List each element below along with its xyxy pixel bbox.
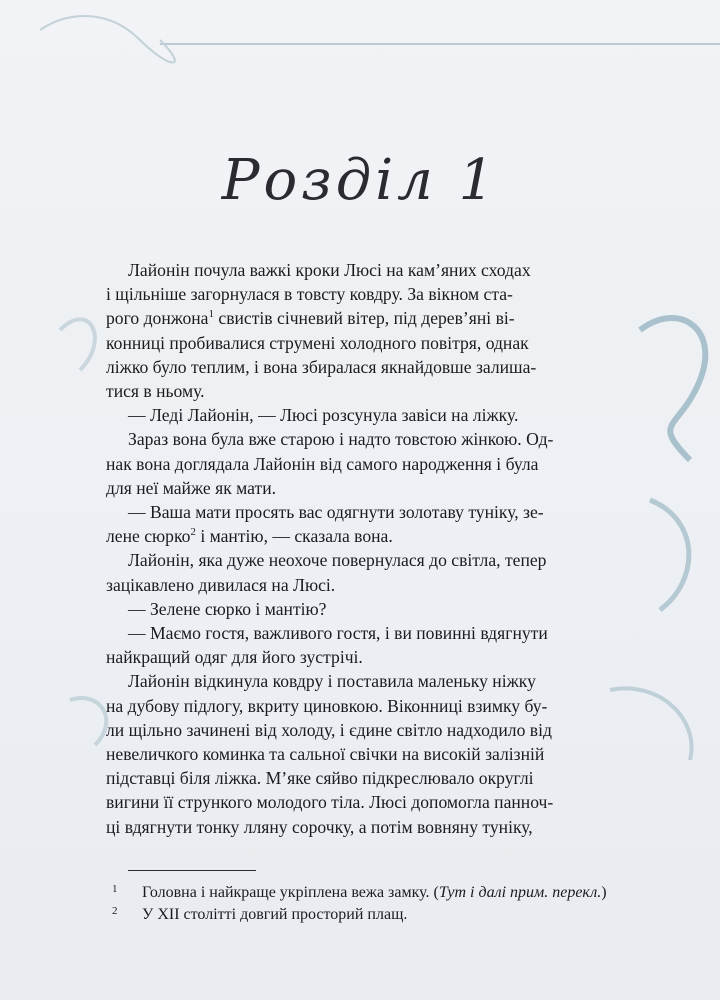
- text-line: — Леді Лайонін, — Люсі розсунула завіси на ліжку.: [128, 405, 519, 426]
- text-line: тися в ньому.: [106, 381, 205, 402]
- footnote-number: 1: [112, 883, 118, 895]
- footnote-number: 2: [112, 905, 118, 917]
- text-line: — Зелене сюрко і мантію?: [128, 598, 327, 619]
- text-line: Лайонін почула важкі кроки Люсі на кам’яних сходах: [128, 260, 531, 280]
- footnote-ref: 1: [208, 308, 214, 321]
- text-line: Лайонін відкинула ковдру і поставила маленьку ніжку: [128, 671, 536, 692]
- body-text: [106, 258, 642, 839]
- text-line: зацікавлено дивилася на Люсі.: [106, 574, 336, 595]
- text-line: підставці біля ліжка. М’яке сяйво підкреслювало округлі: [106, 768, 534, 789]
- text-line: ці вдягнути тонку лляну сорочку, а потім вовняну туніку,: [106, 816, 533, 837]
- translator-note: Тут і далі прим. перекл.: [438, 884, 602, 901]
- text-line: нак вона доглядала Лайонін від самого народження і була: [106, 453, 539, 474]
- text-line: найкращий одяг для його зустрічі.: [106, 647, 363, 668]
- text-line: конниці пробивалися струмені холодного повітря, однак: [106, 332, 529, 353]
- footnote: 2 У XII столітті довгий просторий плащ.: [112, 904, 652, 926]
- chapter-title: Розділ 1: [221, 148, 499, 213]
- text-line: Зараз вона була вже старою і надто товстою жінкою. Од-: [128, 429, 554, 450]
- text-line: ліжко було теплим, і вона збиралася якнайдовше залиша-: [106, 356, 537, 377]
- text-line: для неї майже як мати.: [106, 477, 277, 498]
- text-line: і щільніше загорнулася в товсту ковдру. За вікном ста-: [106, 284, 513, 305]
- text-line: ли щільно зачинені від холоду, і єдине світло надходило від: [106, 719, 552, 740]
- text-line: — Ваша мати просять вас одягнути золотаву туніку, зе-: [128, 502, 544, 523]
- text-line: — Маємо гостя, важливого гостя, і ви повинні вдягнути: [128, 623, 548, 644]
- footnotes: [112, 882, 652, 926]
- text-line: на дубову підлогу, вкриту циновкою. Віконниці взимку бу-: [106, 695, 548, 716]
- footnote-ref: 2: [190, 526, 196, 539]
- footnote: 1 Головна і найкраще укріплена вежа замку. (Тут і далі прим. перекл.): [112, 882, 652, 904]
- footnote-divider: [128, 870, 256, 871]
- text-line: лене сюрко$^2$ і мантію, — сказала вона.: [106, 526, 393, 547]
- text-line: невеличкого коминка та сальної свічки на високій залізній: [106, 744, 545, 765]
- text-line: вигини її стрункого молодого тіла. Люсі допомогла панноч-: [106, 792, 554, 813]
- text-line: рого донжона$^1$ свистів січневий вітер, під дерев’яні ві-: [106, 308, 515, 329]
- text-line: Лайонін, яка дуже неохоче повернулася до світла, тепер: [128, 550, 547, 571]
